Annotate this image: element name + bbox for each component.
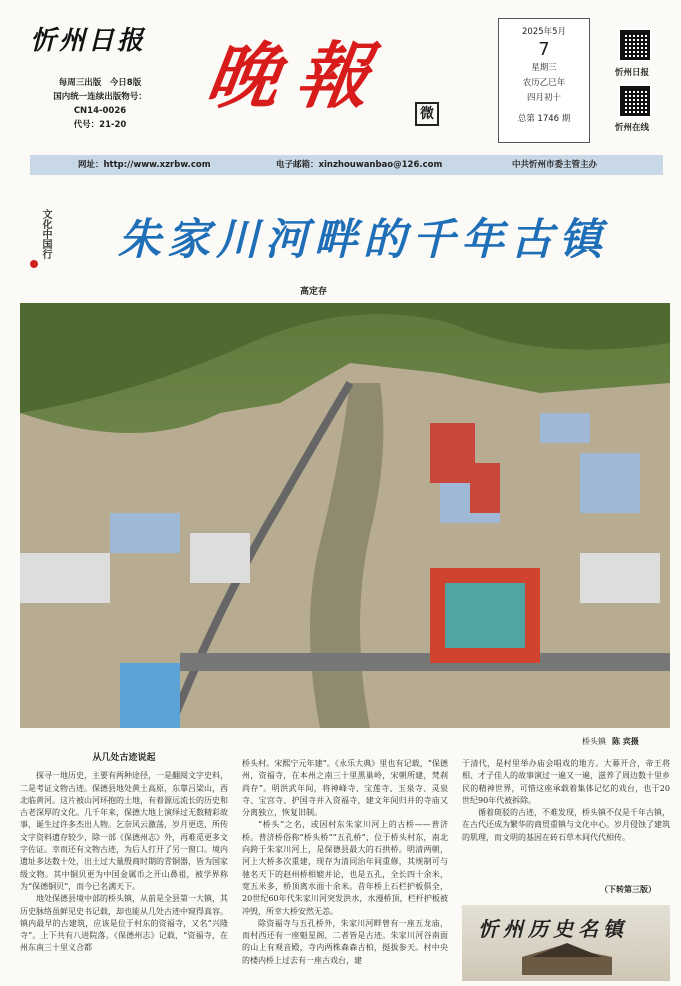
paragraph: 于清代，是村里举办庙会唱戏的地方。大幕开合，帝王将相、才子佳人的故事演过一遍又一遍，滋养了周边数十里乡民的精神世界，可惜这座承载着集体记忆的戏台，也于20世纪90年代被拆除。 [462,759,670,805]
paragraph: 除资福寺与五孔桥外，朱家川河畔曾有一座五龙庙，而村西还有一座魁星阁，二者皆是古迹。朱家川河谷南面的山上有观音殿，寺内两株森森古柏，挺拔参天。村中央的楼内桥上过去有一座古戏台，建 [242,918,448,965]
qr-code-icon[interactable] [620,30,650,60]
date-year-month: 2025年5月 [521,27,567,37]
issn-label: 国内统一连续出版物号： [53,92,147,102]
qr-label-online: 忻州在线 [615,123,650,133]
article-headline: 朱家川河畔的千年古镇 [118,215,608,265]
date-box [498,18,590,143]
paper-name: 忻州日报 [30,26,147,56]
caption-text: 桥头镇 [582,737,606,746]
article-column-1 [20,752,228,955]
postal-code: 代号：21-20 [73,120,127,130]
paragraph: 循着斑驳的古迹，不难发现，桥头镇不仅是千年古镇，在古代还成为繁华的商贸重镇与文化中心。岁月侵蚀了建筑的肌理，而文明的基因在砖石草木间代代相传。 [462,808,670,842]
photo-caption [582,736,639,747]
photo-credit: 陈 宾摄 [612,737,639,746]
publication-schedule: 每周三出版 今日8版 [58,78,142,88]
badge-seal [30,260,38,268]
brand-stamp: 微 [415,102,439,126]
aerial-photo [20,303,670,728]
article-byline: 高定存 [300,287,328,297]
section-title: 从几处古迹说起 [92,753,156,763]
continued-note[interactable]: （下转第三版） [600,885,656,894]
lunar-day: 四月初十 [526,93,561,103]
paragraph: “桥头”之名，或因村东朱家川河上的古桥——普济桥。普济桥俗称“桥头桥”“五孔桥”，位于桥头村东，南北向跨于朱家川河上，是保德县最大的石拱桥。明清两朝，河上大桥多次重建，现存为清同治年间重修，其规制可与驰名天下的赵州桥相媲并论，也是五孔，全长四十余米，宽五米多，桥顶离水面十余米。昔年桥上石栏护板俱全，20世纪60年代朱家川河突发洪水，水漫桥顶，栏杆护板被冲毁，所幸大桥安然无恙。 [242,820,448,916]
total-issue: 总第 1746 期 [517,114,571,124]
email-link[interactable]: 电子邮箱：xinzhouwanbao@126.com [276,160,443,170]
date-weekday: 星期三 [531,63,557,73]
info-bar [30,155,663,175]
qr-label-newspaper: 忻州日报 [615,68,650,78]
paragraph: 探寻一地历史，主要有两种途径，一是翻阅文字史料，二是考证文物古迹。保德县地处黄土高原，东靠吕梁山，西北临黄河。这片被山河环抱的土地，有着源远流长的历史和古老深厚的文化。几千年来，保德大地上演绎过无数精彩故事，诞生过许多杰出人物。乞奈风云激荡，岁月更迭，所传文字资料遗存较少，除一部《保德州志》外，再难觅更多文字佐证。幸而还有文物古迹，为后人打开了另一窗口。境内遗址多达数十处，出土过大量殷商时期的青铜器，皆为国家级文物。其中铜贝更为中国金属币之开山鼻祖，被学界称为“保德铜贝”，而今已名满天下。 [20,771,228,891]
gate-graphic [462,905,670,981]
aerial-photo-graphic [20,303,670,728]
column-badge: 文化中国行 [40,209,51,259]
paragraph: 桥头村。宋熙宁元年建”。《永乐大典》里也有记载，“保德州，资福寺，在本州之南三十里黑巢岭，宋朝所建，梵刹尚存”。明洪武年间，将神峰寺、宝莲寺、玉泉寺、灵泉寺、宝宫寺、护国寺并入资福寺，建文年间归并的寺庙又分离独立，恢复旧制。 [242,759,448,818]
paper-logo [30,20,160,57]
promo-banner[interactable] [462,905,670,981]
paragraph: 地处保德县境中部的桥头镇，从前是全县第一大镇，其历史脉络虽鲜见史书记载，却也能从几处古迹中窥得真容。镇内最早的古建筑，应该是位于村东的资福寺，又名“兴隆寺”。上下共有八进院落。《保德州志》记载，“资福寺，在州东南三十里义合都 [20,894,228,953]
qr-code-icon[interactable] [620,86,650,116]
promo-title: 忻州历史名镇 [478,917,628,941]
masthead-info [35,76,195,132]
lunar-year: 农历乙巳年 [522,78,566,88]
sponsor-text: 中共忻州市委主管主办 [512,160,598,170]
issn-number: CN14-0026 [73,106,127,116]
article-column-3 [462,758,670,844]
date-day: 7 [538,39,550,60]
website-link[interactable]: 网址：http://www.xzrbw.com [78,160,211,170]
article-column-2 [242,758,448,967]
brand-logo: 晚報 [201,33,394,118]
